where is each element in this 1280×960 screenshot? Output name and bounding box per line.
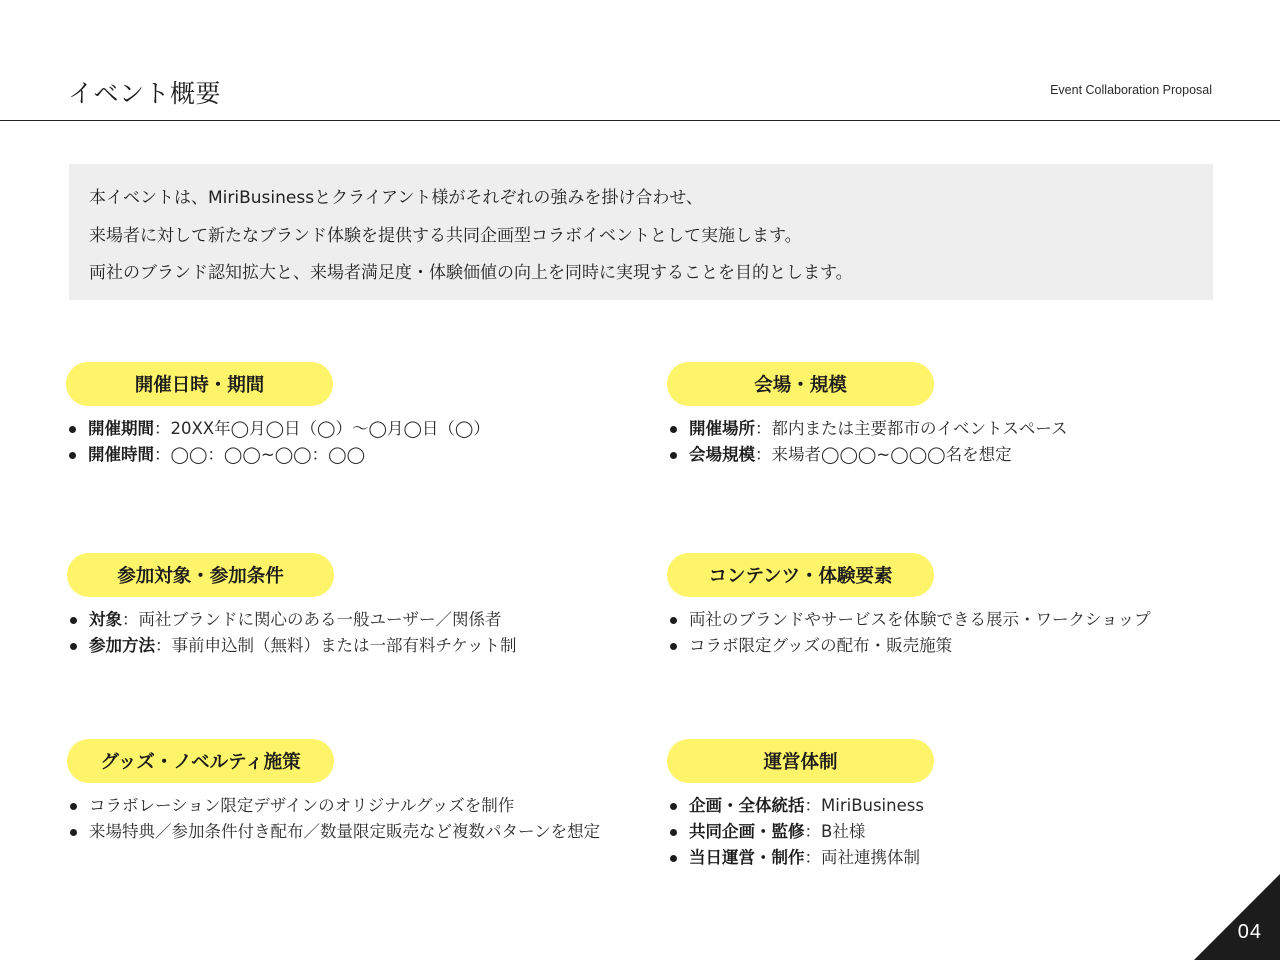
bullet-icon	[670, 452, 677, 459]
section-title-pill: 運営体制	[667, 739, 934, 783]
item-text: ：両社連携体制	[804, 848, 920, 867]
lead-line: 本イベントは、MiriBusinessとクライアント様がそれぞれの強みを掛け合わせ、	[89, 188, 703, 208]
list-item	[667, 416, 1227, 442]
section-goods	[67, 739, 627, 845]
slide-header	[0, 0, 1280, 121]
bullet-icon	[70, 643, 77, 650]
item-label: 企画・全体統括	[689, 796, 805, 815]
item-text: 両社のブランドやサービスを体験できる展示・ワークショップ	[689, 610, 1151, 629]
section-operation	[667, 739, 1227, 871]
list-item	[667, 633, 1227, 659]
section-items	[66, 416, 626, 468]
item-text: コラボ限定グッズの配布・販売施策	[689, 636, 953, 655]
item-text: ：都内または主要都市のイベントスペース	[755, 419, 1068, 438]
list-item	[67, 607, 627, 633]
bullet-icon	[670, 643, 677, 650]
list-item	[66, 416, 626, 442]
section-schedule	[66, 362, 626, 468]
item-label: 当日運営・制作	[689, 848, 805, 867]
bullet-icon	[670, 617, 677, 624]
section-items	[67, 793, 627, 845]
section-items	[67, 607, 627, 659]
lead-line: 両社のブランド認知拡大と、来場者満足度・体験価値の向上を同時に実現することを目的とします。	[89, 263, 853, 283]
item-label: 参加方法	[89, 636, 155, 655]
bullet-icon	[70, 803, 77, 810]
page-number: 04	[1237, 921, 1262, 943]
bullet-icon	[670, 426, 677, 433]
bullet-icon	[69, 452, 76, 459]
lead-line: 来場者に対して新たなブランド体験を提供する共同企画型コラボイベントとして実施します。	[89, 225, 802, 246]
list-item	[67, 819, 627, 845]
bullet-icon	[70, 829, 77, 836]
list-item	[67, 633, 627, 659]
section-target	[67, 553, 627, 659]
item-text: ：◯◯：◯◯~◯◯：◯◯	[154, 445, 366, 464]
item-label: 開催期間	[88, 419, 154, 438]
item-text: ：来場者◯◯◯~◯◯◯名を想定	[755, 445, 1012, 464]
section-items	[667, 793, 1227, 871]
bullet-icon	[69, 426, 76, 433]
list-item	[667, 845, 1227, 871]
item-label: 開催場所	[689, 419, 755, 438]
section-items	[667, 416, 1227, 468]
list-item	[667, 819, 1227, 845]
section-title-pill: 参加対象・参加条件	[67, 553, 334, 597]
item-text: ：両社ブランドに関心のある一般ユーザー／関係者	[122, 610, 502, 629]
item-text: 来場特典／参加条件付き配布／数量限定販売など複数パターンを想定	[89, 822, 601, 841]
corner-triangle-icon	[1194, 874, 1280, 960]
bullet-icon	[670, 829, 677, 836]
bullet-icon	[670, 803, 677, 810]
item-label: 会場規模	[689, 445, 755, 464]
page-title: イベント概要	[68, 79, 222, 108]
item-text: コラボレーション限定デザインのオリジナルグッズを制作	[89, 796, 515, 815]
section-venue	[667, 362, 1227, 468]
page-corner	[1194, 874, 1280, 960]
item-text: ：事前申込制（無料）または一部有料チケット制	[155, 636, 517, 655]
item-label: 対象	[89, 610, 122, 629]
section-contents	[667, 553, 1227, 659]
list-item	[667, 442, 1227, 468]
section-title-pill: 会場・規模	[667, 362, 934, 406]
item-text: ：MiriBusiness	[804, 796, 924, 815]
section-title-pill: グッズ・ノベルティ施策	[67, 739, 334, 783]
bullet-icon	[670, 855, 677, 862]
section-title-pill: コンテンツ・体験要素	[667, 553, 934, 597]
item-label: 開催時間	[88, 445, 154, 464]
list-item	[667, 793, 1227, 819]
bullet-icon	[70, 617, 77, 624]
item-label: 共同企画・監修	[689, 822, 805, 841]
section-title-pill: 開催日時・期間	[66, 362, 333, 406]
lead-box	[69, 164, 1213, 300]
item-text: ：20XX年◯月◯日（◯）～◯月◯日（◯）	[154, 419, 490, 438]
list-item	[667, 607, 1227, 633]
header-subtitle: Event Collaboration Proposal	[1050, 83, 1212, 97]
item-text: ：B社様	[804, 822, 866, 841]
list-item	[67, 793, 627, 819]
list-item	[66, 442, 626, 468]
section-items	[667, 607, 1227, 659]
